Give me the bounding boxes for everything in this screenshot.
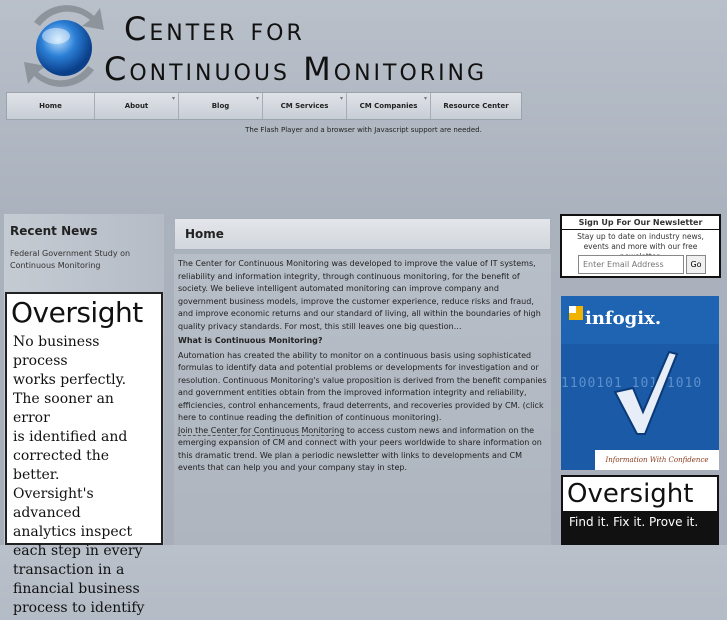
ad-line: Oversight's advanced bbox=[13, 486, 94, 521]
chevron-down-icon: ▾ bbox=[339, 95, 343, 102]
join-link[interactable]: Join the Center for Continuous Monitoring bbox=[178, 425, 345, 435]
left-sidebar bbox=[4, 214, 164, 616]
main-content bbox=[174, 254, 551, 545]
binary-pattern: 1100101 10101010 bbox=[561, 376, 703, 391]
nav-label: Blog bbox=[211, 102, 230, 110]
nav-label: Resource Center bbox=[443, 102, 509, 110]
intro-paragraph: The Center for Continuous Monitoring was developed to improve the value of IT systems, reliability and information integrity, through continuous monitoring, for the benefit of society. We believe intelligent automated monitoring can improve company and government business models, improve the customer experience, reduce risks and fraud, and improve economic returns and our standard of living, all within the boundaries of high quality privacy standards. For most, this still leaves one big question… bbox=[178, 259, 541, 331]
nav-item-cm-companies[interactable] bbox=[347, 93, 431, 119]
email-input[interactable] bbox=[578, 255, 684, 274]
newsletter-signup bbox=[560, 214, 721, 278]
oversight-ad[interactable] bbox=[5, 292, 163, 616]
chevron-down-icon: ▾ bbox=[423, 95, 427, 102]
flash-notice-text: The Flash Player and a browser with Javascript support are needed. bbox=[245, 126, 482, 134]
page-title: Home bbox=[185, 227, 224, 241]
ad-line: process to identify bbox=[13, 600, 145, 616]
nav-item-about[interactable] bbox=[95, 93, 179, 119]
ad-line: analytics inspect bbox=[13, 524, 133, 540]
ad-line: each step in every bbox=[13, 543, 143, 559]
oversight-ad-2[interactable] bbox=[561, 475, 719, 545]
nav-item-cm-services[interactable] bbox=[263, 93, 347, 119]
infogix-tagline: Information With Confidence bbox=[595, 450, 719, 470]
ad-line: is identified and bbox=[13, 429, 128, 445]
nav-label: About bbox=[124, 102, 149, 110]
nav-label: Home bbox=[39, 102, 62, 110]
flash-notice bbox=[0, 126, 727, 134]
infogix-logo: infogix. bbox=[585, 308, 662, 329]
nav-item-blog[interactable] bbox=[179, 93, 263, 119]
nav-label: CM Companies bbox=[359, 102, 418, 110]
page-title-bar bbox=[174, 218, 551, 250]
join-paragraph-text: to access custom news and information on the emerging expansion of CM and connect with your peers worldwide to share information on this dramatic trend. We plan a periodic newsletter with links to developments and CM events that can help you and your company stay in step. bbox=[178, 425, 542, 472]
infogix-flag-icon bbox=[567, 304, 587, 326]
question-heading: What is Continuous Monitoring? bbox=[178, 336, 323, 345]
site-header bbox=[0, 0, 727, 92]
chevron-down-icon: ▾ bbox=[255, 95, 259, 102]
site-title-line1: Center for bbox=[124, 10, 305, 48]
site-title-line2: Continuous Monitoring bbox=[104, 50, 488, 88]
ad-line: transaction in a bbox=[13, 562, 125, 578]
newsletter-title: Sign Up For Our Newsletter bbox=[562, 216, 719, 230]
newsletter-form bbox=[578, 255, 706, 274]
go-button[interactable]: Go bbox=[686, 255, 706, 274]
oversight-ad-2-tagline: Find it. Fix it. Prove it. bbox=[569, 515, 699, 529]
definition-paragraph: Automation has created the ability to monitor on a continuous basis using sophisticated formulas to identify data and potential problems or developments for investigation and or resolution. Continuous Monitoring's value proposition is derived from the benefit companies and government entities obtain from the improved information integrity and reliability, efficiencies, control enhancements, fraud deterrents, and recoveries provided by CM. (click here to continue reading the definition of continuous monitoring). bbox=[178, 350, 547, 422]
join-paragraph bbox=[178, 425, 547, 475]
oversight-ad-2-headline: Oversight bbox=[563, 477, 717, 511]
main-nav bbox=[6, 92, 522, 120]
infogix-ad[interactable] bbox=[561, 296, 719, 470]
oversight-ad-headline: Oversight bbox=[11, 296, 143, 329]
recent-news-item[interactable]: Federal Government Study on Continuous Monitoring bbox=[10, 249, 131, 270]
nav-item-resource-center[interactable] bbox=[431, 93, 521, 119]
ad-line: corrected the better. bbox=[13, 448, 110, 483]
nav-item-home[interactable] bbox=[7, 93, 95, 119]
recent-news-title: Recent News bbox=[10, 224, 98, 238]
chevron-down-icon: ▾ bbox=[171, 95, 175, 102]
nav-label: CM Services bbox=[280, 102, 329, 110]
ad-line: works perfectly. bbox=[13, 372, 127, 388]
checkmark-icon bbox=[611, 348, 681, 438]
ad-line: The sooner an error bbox=[13, 391, 114, 426]
newsletter-text: Stay up to date on industry news, events and more with our free bbox=[577, 232, 704, 251]
oversight-ad-body bbox=[7, 331, 161, 620]
ad-line: financial business bbox=[13, 581, 140, 597]
ad-line: No business process bbox=[13, 334, 100, 369]
globe-arrows-logo-icon[interactable] bbox=[14, 2, 114, 90]
